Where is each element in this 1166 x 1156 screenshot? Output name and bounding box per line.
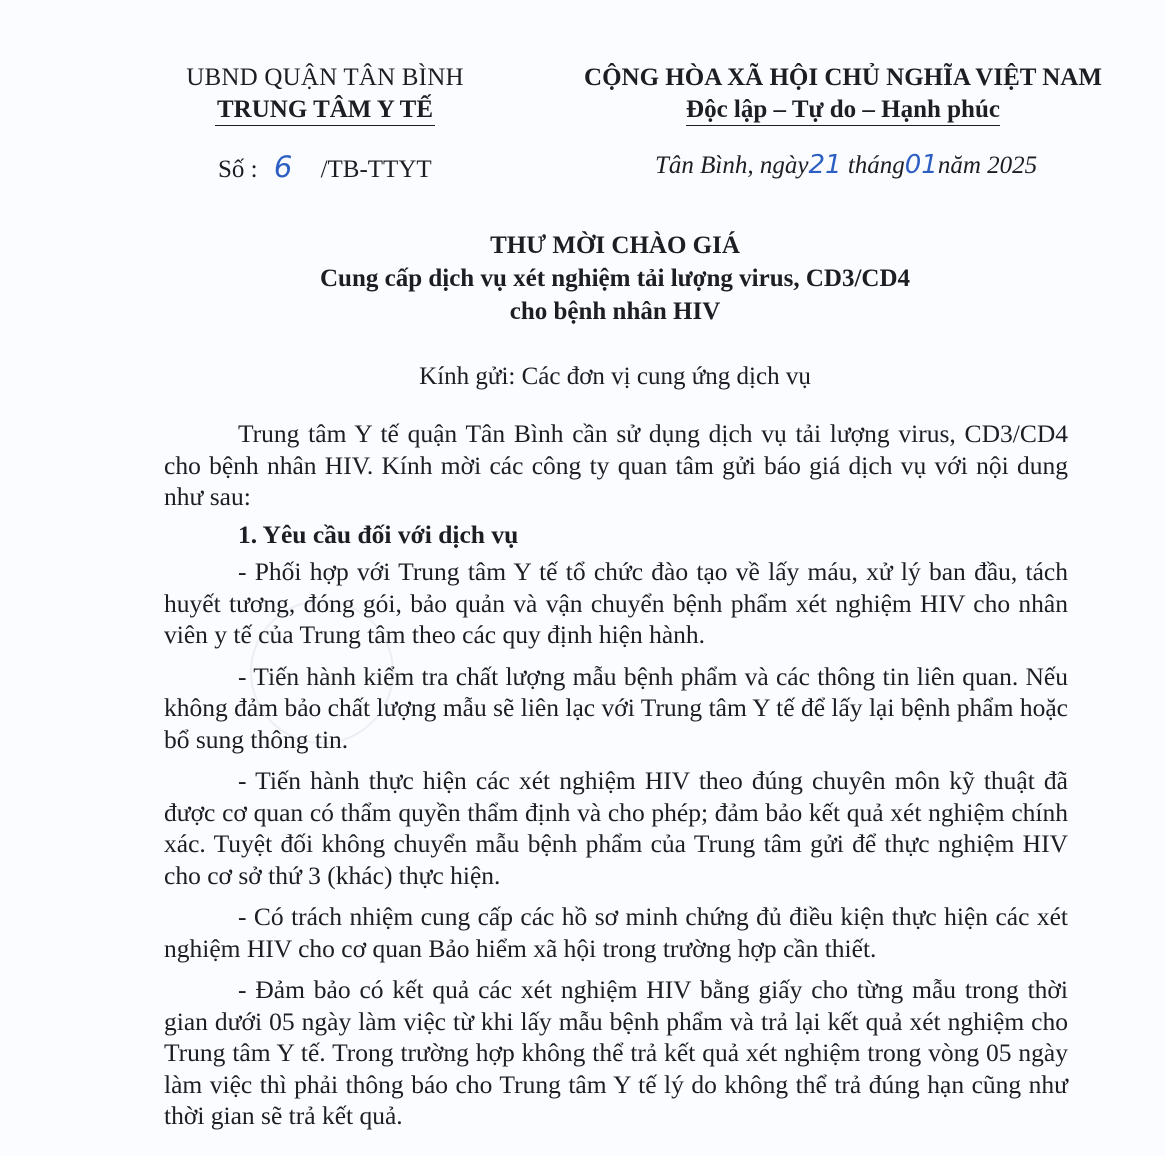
date-day-handwritten: 21 (808, 150, 842, 180)
month-label: tháng (847, 152, 905, 179)
document-number (218, 150, 432, 184)
salutation: Kính gửi: Các đơn vị cung ứng dịch vụ (419, 363, 811, 390)
requirement-item: - Phối hợp với Trung tâm Y tế tổ chức đào tạo về lấy máu, xử lý ban đầu, tách huyết tương, đóng gói, bảo quản và vận chuyển bệnh phẩm xét nghiệm HIV cho nhân viên y tế của Trung tâm theo các quy định hiện hành. (164, 557, 1068, 649)
document-title (0, 229, 1166, 328)
title-line-2: Cung cấp dịch vụ xét nghiệm tải lượng virus, CD3/CD4 (319, 265, 910, 292)
doc-number-suffix: /TB-TTYT (320, 156, 432, 183)
national-motto: Độc lập – Tự do – Hạnh phúc (686, 95, 1000, 126)
place-and-date (655, 150, 1037, 180)
doc-number-prefix: Số : (218, 156, 258, 183)
requirement-item: - Đảm bảo có kết quả các xét nghiệm HIV bằng giấy cho từng mẫu trong thời gian dưới 05 ngày làm việc từ khi lấy mẫu bệnh phẩm và trả lại kết quả xét nghiệm cho Trung tâm Y tế. Trong trường hợp không thể trả kết quả xét nghiệm trong vòng 05 ngày làm việc thì phải thông báo cho Trung tâm Y tế lý do không thể trả đúng hạn cũng như thời gian sẽ trả kết quả. (164, 975, 1068, 1130)
doc-number-handwritten: 6 (273, 150, 293, 184)
year-label: năm 2025 (937, 152, 1038, 179)
national-heading-block (548, 62, 1138, 126)
document-body (164, 418, 1068, 1142)
intro-paragraph: Trung tâm Y tế quận Tân Bình cần sử dụng dịch vụ tải lượng virus, CD3/CD4 cho bệnh nhân HIV. Kính mời các công ty quan tâm gửi báo giá dịch vụ với nội dung như sau: (164, 419, 1068, 511)
agency-name: UBND QUẬN TÂN BÌNH (186, 64, 464, 91)
requirement-item: - Tiến hành thực hiện các xét nghiệm HIV theo đúng chuyên môn kỹ thuật đã được cơ quan có thẩm quyền thẩm định và cho phép; đảm bảo kết quả xét nghiệm chính xác. Tuyệt đối không chuyển mẫu bệnh phẩm của Trung tâm gửi để thực nghiệm HIV cho cơ sở thứ 3 (khác) thực hiện. (164, 766, 1068, 890)
title-line-1: THƯ MỜI CHÀO GIÁ (490, 232, 740, 259)
section-heading: 1. Yêu cầu đối với dịch vụ (238, 519, 519, 549)
unit-name: TRUNG TÂM Y TẾ (215, 95, 435, 126)
issuing-agency-block (150, 62, 500, 126)
requirement-item: - Có trách nhiệm cung cấp các hồ sơ minh chứng đủ điều kiện thực hiện các xét nghiệm HIV cho cơ quan Bảo hiểm xã hội trong trường hợp cần thiết. (164, 902, 1068, 963)
place-label: Tân Bình, ngày (655, 152, 809, 179)
requirement-item: - Tiến hành kiểm tra chất lượng mẫu bệnh phẩm và các thông tin liên quan. Nếu không đảm bảo chất lượng mẫu sẽ liên lạc với Trung tâm Y tế để lấy lại bệnh phẩm hoặc bổ sung thông tin. (164, 661, 1068, 754)
title-line-3: cho bệnh nhân HIV (509, 298, 721, 325)
country-name: CỘNG HÒA XÃ HỘI CHỦ NGHĨA VIỆT NAM (584, 64, 1102, 91)
date-month-handwritten: 01 (904, 150, 938, 180)
